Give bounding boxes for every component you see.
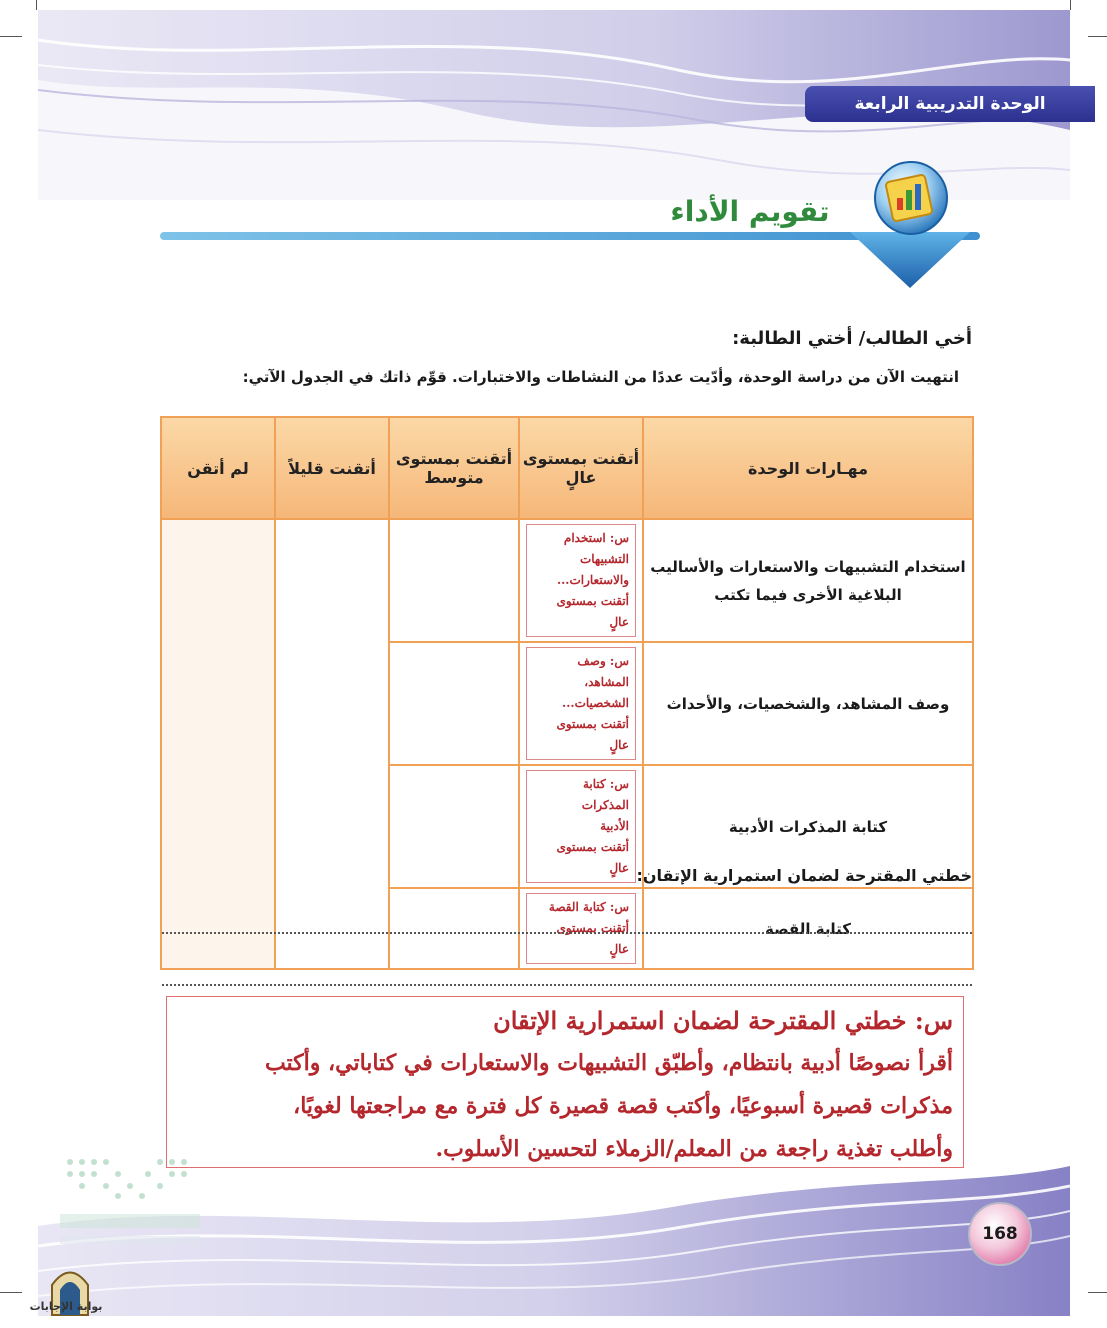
header-medium-line-1: أتقنت بمستوى bbox=[395, 449, 513, 468]
header-medium bbox=[389, 417, 519, 519]
skill-cell: كتابة القصة bbox=[643, 888, 973, 969]
answer-box bbox=[526, 647, 636, 760]
page-number: 168 bbox=[968, 1202, 1032, 1266]
answer-line-1: س: استخدام التشبيهات bbox=[563, 531, 629, 566]
crop-mark bbox=[0, 1292, 22, 1293]
header-high bbox=[519, 417, 643, 519]
plan-answer-line[interactable] bbox=[162, 984, 972, 986]
table-header-row bbox=[161, 417, 973, 519]
answer-box bbox=[526, 893, 636, 964]
answer-line-1: س: كتابة القصة bbox=[548, 900, 629, 914]
answer-level: أتقنت بمستوى عالٍ bbox=[556, 840, 629, 875]
answer-level: أتقنت بمستوى عالٍ bbox=[556, 717, 629, 752]
medium-level-cell[interactable] bbox=[389, 765, 519, 888]
skill-cell: وصف المشاهد، والشخصيات، والأحداث bbox=[643, 642, 973, 765]
high-level-cell[interactable] bbox=[519, 765, 643, 888]
crop-mark bbox=[1088, 1292, 1107, 1293]
answer-line-1: س: وصف المشاهد، bbox=[577, 654, 629, 689]
little-level-cell[interactable] bbox=[275, 519, 389, 969]
crop-mark bbox=[1088, 36, 1107, 37]
skill-line-1: استخدام التشبيهات والاستعارات والأساليب bbox=[650, 557, 966, 576]
answer-panel-line: أقرأ نصوصًا أدبية بانتظام، وأطبّق التشبيهات والاستعارات في كتاباتي، وأكتب bbox=[264, 1050, 953, 1076]
medium-level-cell[interactable] bbox=[389, 519, 519, 642]
high-level-cell[interactable] bbox=[519, 888, 643, 969]
answer-line-1: س: كتابة المذكرات bbox=[581, 777, 629, 812]
answer-box bbox=[526, 524, 636, 637]
answer-box bbox=[526, 770, 636, 883]
header-high-line-1: أتقنت بمستوى bbox=[522, 449, 640, 468]
answer-level: أتقنت بمستوى عالٍ bbox=[556, 921, 629, 956]
answer-level: أتقنت بمستوى عالٍ bbox=[556, 594, 629, 629]
answer-panel-question: س: خطتي المقترحة لضمان استمرارية الإتقان bbox=[493, 1006, 953, 1035]
unit-label: الوحدة التدريبية الرابعة bbox=[805, 86, 1095, 122]
answer-line-2: الشخصيات... bbox=[562, 696, 629, 710]
evaluation-emblem-icon bbox=[845, 160, 975, 290]
medium-level-cell[interactable] bbox=[389, 888, 519, 969]
skill-line-2: البلاغية الأخرى فيما تكتب bbox=[714, 585, 902, 604]
skill-cell: كتابة المذكرات الأدبية bbox=[643, 765, 973, 888]
header-little: أتقنت قليلاً bbox=[275, 417, 389, 519]
answers-gate-label: بوابة الإجابات bbox=[29, 1300, 103, 1313]
plan-label: خطتي المقترحة لضمان استمرارية الإتقان: bbox=[636, 866, 972, 885]
section-title: تقويم الأداء bbox=[670, 195, 830, 228]
crop-mark bbox=[1070, 0, 1071, 10]
skill-cell bbox=[643, 519, 973, 642]
plan-answer-line[interactable] bbox=[162, 932, 972, 934]
answer-panel-line: وأطلب تغذية راجعة من المعلم/الزملاء لتحسين الأسلوب. bbox=[435, 1136, 953, 1162]
crop-mark bbox=[36, 0, 37, 10]
crop-mark bbox=[0, 36, 22, 37]
answer-panel-line: مذكرات قصيرة أسبوعيًا، وأكتب قصة قصيرة كل فترة مع مراجعتها لغويًا، bbox=[293, 1093, 953, 1119]
ministry-watermark-logo bbox=[60, 1152, 200, 1272]
header-medium-line-2: متوسط bbox=[424, 468, 484, 487]
intro-heading: أخي الطالب/ أختي الطالبة: bbox=[732, 328, 972, 349]
answer-line-2: والاستعارات... bbox=[556, 573, 629, 587]
table-row bbox=[161, 519, 973, 642]
answers-gate-logo bbox=[30, 1255, 110, 1325]
medium-level-cell[interactable] bbox=[389, 642, 519, 765]
header-high-line-2: عالٍ bbox=[565, 468, 597, 487]
intro-text: انتهيت الآن من دراسة الوحدة، وأدّيت عددًا من النشاطات والاختبارات. قوِّم ذاتك في الجدول الآتي: bbox=[242, 368, 959, 386]
answer-line-2: الأدبية bbox=[600, 819, 629, 833]
plan-answer-panel bbox=[166, 996, 964, 1168]
none-level-cell[interactable] bbox=[161, 519, 275, 969]
high-level-cell[interactable] bbox=[519, 642, 643, 765]
self-assessment-table bbox=[160, 416, 974, 970]
header-none: لم أتقن bbox=[161, 417, 275, 519]
high-level-cell[interactable] bbox=[519, 519, 643, 642]
header-skills: مهـارات الوحدة bbox=[643, 417, 973, 519]
